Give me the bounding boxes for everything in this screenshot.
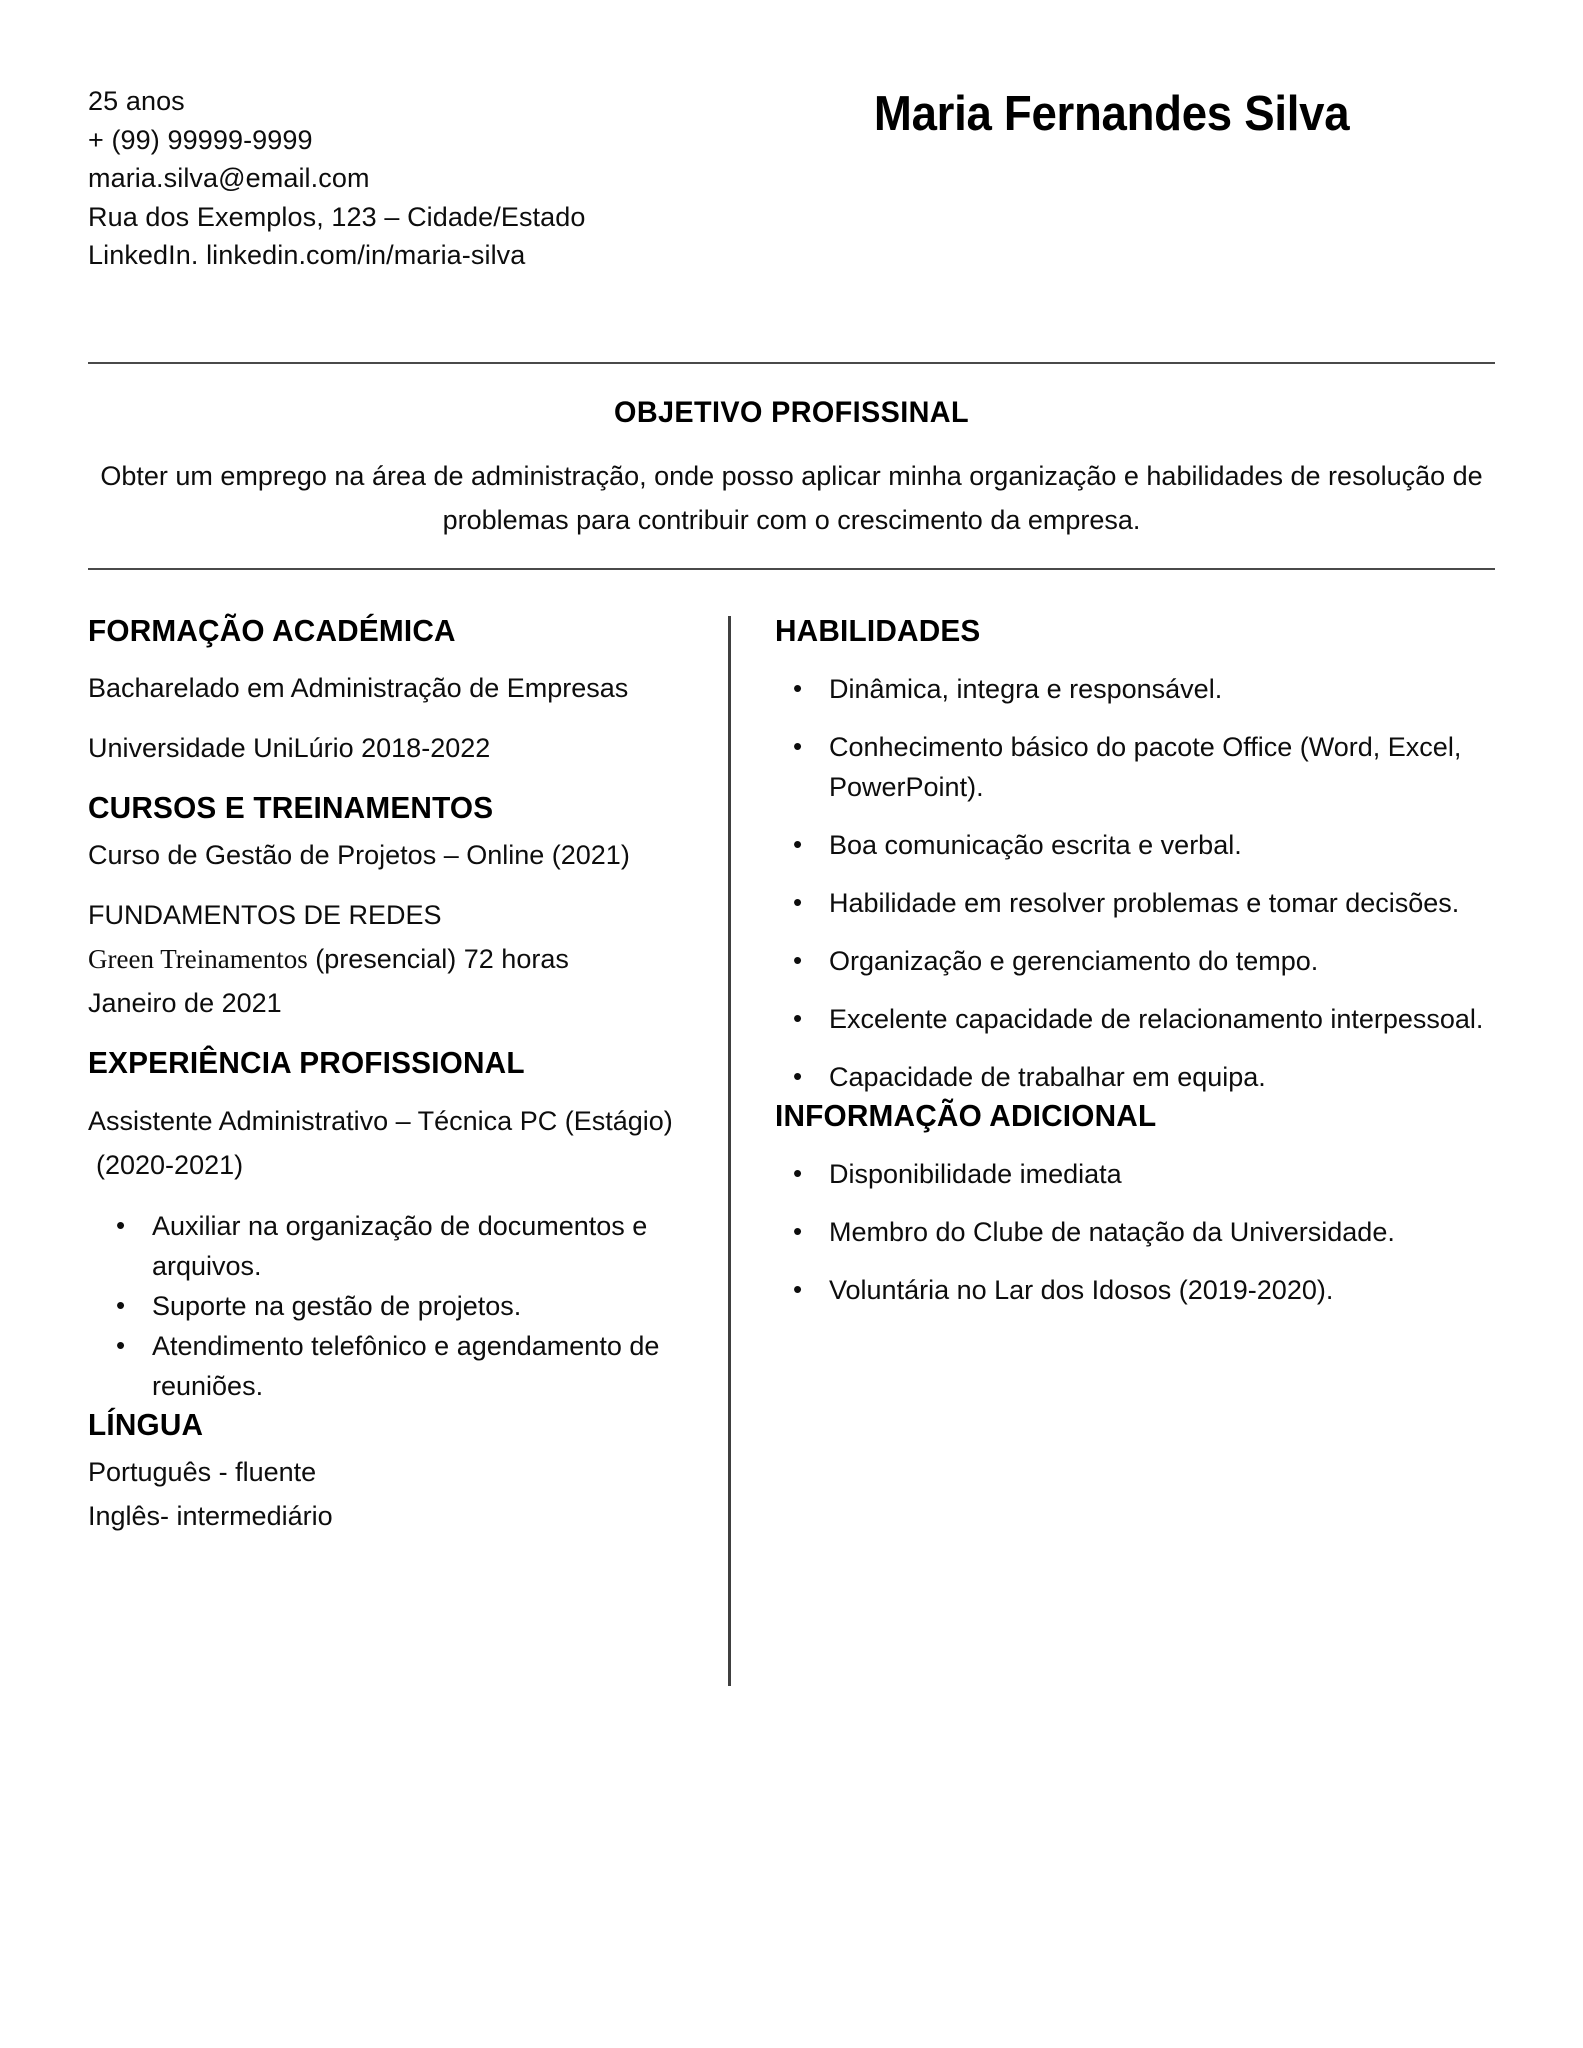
contact-address: Rua dos Exemplos, 123 – Cidade/Estado — [88, 201, 586, 232]
contact-phone: + (99) 99999-9999 — [88, 124, 313, 155]
header-divider-rule — [88, 362, 1495, 364]
course-item-2-provider-line — [88, 940, 688, 978]
list-item: • Suporte na gestão de projetos. — [88, 1286, 688, 1326]
course-item-2-date: Janeiro de 2021 — [88, 988, 282, 1019]
contact-age: 25 anos — [88, 86, 185, 116]
candidate-name-wrap — [728, 82, 1495, 142]
objective-heading: OBJETIVO PROFISSINAL — [614, 396, 969, 429]
list-item: • Auxiliar na organização de documentos e arquivos. — [88, 1206, 688, 1286]
list-item: • Disponibilidade imediata — [775, 1154, 1495, 1194]
list-item: • Voluntária no Lar dos Idosos (2019-2020). — [775, 1270, 1495, 1310]
list-item: • Boa comunicação escrita e verbal. — [775, 825, 1495, 865]
language-item-portuguese: Português - fluente — [88, 1456, 317, 1487]
candidate-name: Maria Fernandes Silva — [873, 87, 1350, 141]
language-item-english: Inglês- intermediário — [88, 1500, 333, 1531]
courses-heading: CURSOS E TREINAMENTOS — [88, 790, 494, 826]
list-item: • Organização e gerenciamento do tempo. — [775, 941, 1495, 981]
skills-list — [775, 669, 1495, 1097]
education-heading: FORMAÇÃO ACADÉMICA — [88, 613, 456, 648]
additional-info-heading: INFORMAÇÃO ADICIONAL — [775, 1098, 1157, 1134]
contact-email: maria.silva@email.com — [88, 163, 370, 193]
list-item: • Conhecimento básico do pacote Office (Word, Excel, PowerPoint). — [775, 727, 1495, 807]
list-item: • Membro do Clube de natação da Universidade. — [775, 1212, 1495, 1252]
contact-block — [88, 82, 728, 275]
additional-info-list — [775, 1154, 1495, 1310]
left-column — [88, 612, 728, 1686]
experience-role: Assistente Administrativo – Técnica PC (Estágio) — [88, 1105, 673, 1136]
list-item: • Habilidade em resolver problemas e tomar decisões. — [775, 883, 1495, 923]
course-item-2-name: FUNDAMENTOS DE REDES — [88, 900, 442, 931]
objective-text: Obter um emprego na área de administração, onde posso aplicar minha organização e habilidades de resolução de problemas para contribuir com o crescimento da empresa. — [100, 461, 1483, 535]
list-item: • Dinâmica, integra e responsável. — [775, 669, 1495, 709]
right-column — [731, 612, 1495, 1686]
list-item: • Capacidade de trabalhar em equipa. — [775, 1057, 1495, 1097]
resume-header — [88, 0, 1495, 282]
experience-period: (2020-2021) — [96, 1149, 244, 1180]
course-item-1: Curso de Gestão de Projetos – Online (2021) — [88, 840, 630, 871]
contact-linkedin: LinkedIn. linkedin.com/in/maria-silva — [88, 240, 526, 270]
course-provider: Green Treinamentos — [88, 944, 308, 975]
list-item: • Atendimento telefônico e agendamento de reuniões. — [88, 1326, 688, 1406]
skills-heading: HABILIDADES — [775, 613, 981, 648]
experience-duty-list — [88, 1206, 688, 1406]
resume-columns — [88, 612, 1495, 1686]
course-provider-detail: (presencial) 72 horas — [307, 944, 569, 975]
objective-divider-rule — [88, 568, 1495, 570]
experience-heading: EXPERIÊNCIA PROFISSIONAL — [88, 1045, 525, 1081]
education-institution: Universidade UniLúrio 2018-2022 — [88, 733, 491, 764]
education-degree: Bacharelado em Administração de Empresas — [88, 673, 629, 704]
language-heading: LÍNGUA — [88, 1406, 204, 1442]
list-item: • Excelente capacidade de relacionamento interpessoal. — [775, 999, 1495, 1039]
